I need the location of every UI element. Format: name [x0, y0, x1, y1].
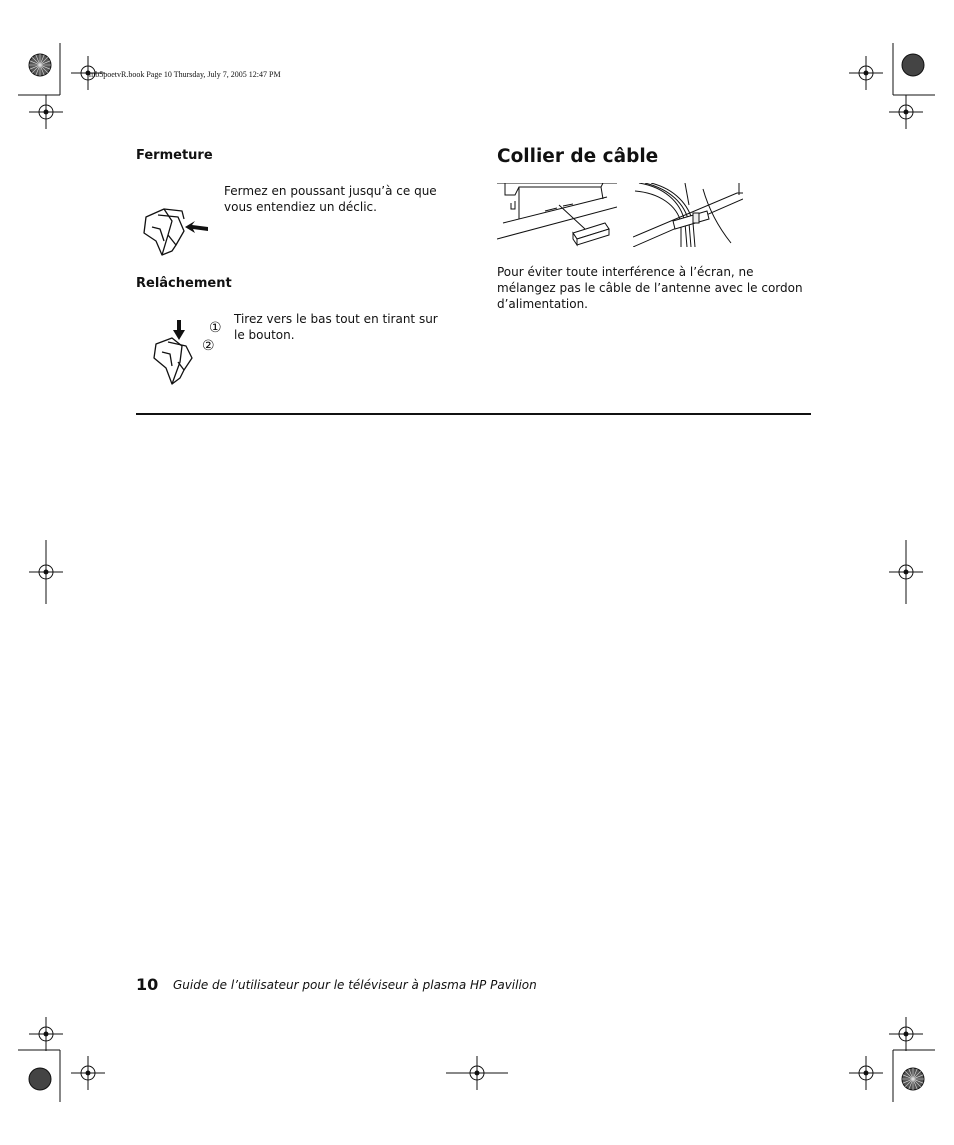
cable-tie-slot-illustration	[497, 183, 617, 247]
release-heading: Relâchement	[136, 276, 232, 291]
cable-tie-text: Pour éviter toute interférence à l’écran, ne mélangez pas le câble de l’antenne avec le cordon d’alimentation.	[497, 265, 803, 311]
guide-title-footer: Guide de l’utilisateur pour le téléviseur à plasma HP Pavilion	[173, 978, 537, 992]
cable-bundle-illustration	[633, 183, 743, 247]
release-step-1-marker: ①	[209, 320, 222, 336]
release-text: Tirez vers le bas tout en tirant sur le bouton.	[234, 312, 438, 342]
file-info-header: mb5poetvR.book Page 10 Thursday, July 7, 2005 12:47 PM	[89, 70, 281, 79]
section-divider	[136, 413, 811, 415]
clamp-closing-illustration	[138, 205, 216, 261]
closing-heading: Fermeture	[136, 148, 213, 163]
release-step-2-marker: ②	[202, 338, 215, 354]
page-number: 10	[136, 975, 159, 994]
section-title: Collier de câble	[497, 146, 659, 167]
closing-text: Fermez en poussant jusqu’à ce que vous entendiez un déclic.	[224, 184, 437, 214]
clamp-release-illustration	[150, 318, 200, 388]
